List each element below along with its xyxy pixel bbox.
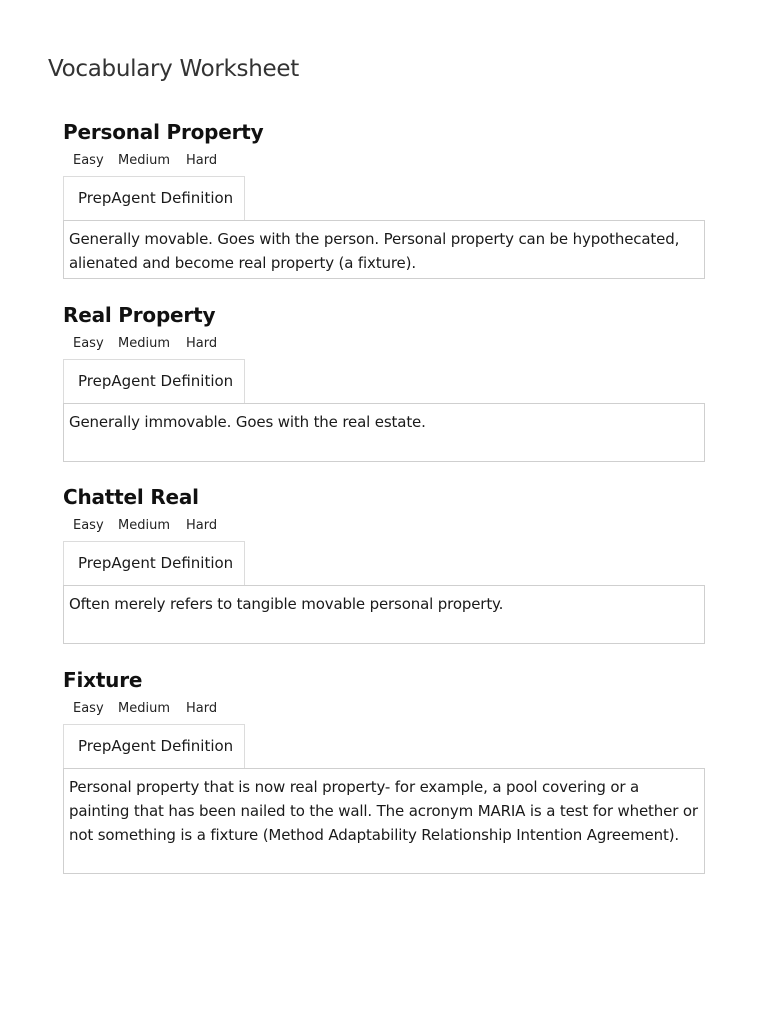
definition-text: Personal property that is now real property- for example, a pool covering or a painting that has been nailed to the wall. The acronym MARIA is a test for whether or not something is a fixture (Method Adaptability Relationship Intention Agreement). <box>63 768 705 874</box>
difficulty-easy[interactable]: Easy <box>73 701 104 716</box>
difficulty-medium[interactable]: Medium <box>118 336 170 351</box>
term-title: Personal Property <box>63 120 264 144</box>
difficulty-medium[interactable]: Medium <box>118 518 170 533</box>
term-title: Real Property <box>63 303 216 327</box>
tab-prepagent-definition[interactable]: PrepAgent Definition <box>63 359 245 403</box>
definition-text: Often merely refers to tangible movable personal property. <box>63 585 705 644</box>
tab-prepagent-definition[interactable]: PrepAgent Definition <box>63 541 245 585</box>
difficulty-easy[interactable]: Easy <box>73 336 104 351</box>
definition-text: Generally immovable. Goes with the real estate. <box>63 403 705 462</box>
difficulty-medium[interactable]: Medium <box>118 153 170 168</box>
tab-prepagent-definition[interactable]: PrepAgent Definition <box>63 724 245 768</box>
term-title: Fixture <box>63 668 143 692</box>
difficulty-easy[interactable]: Easy <box>73 518 104 533</box>
difficulty-hard[interactable]: Hard <box>186 518 218 533</box>
difficulty-hard[interactable]: Hard <box>186 336 218 351</box>
page-title: Vocabulary Worksheet <box>48 56 299 82</box>
difficulty-medium[interactable]: Medium <box>118 701 170 716</box>
definition-text: Generally movable. Goes with the person. Personal property can be hypothecated, alienated and become real property (a fixture). <box>63 220 705 279</box>
difficulty-hard[interactable]: Hard <box>186 153 218 168</box>
tab-prepagent-definition[interactable]: PrepAgent Definition <box>63 176 245 220</box>
term-title: Chattel Real <box>63 485 199 509</box>
difficulty-hard[interactable]: Hard <box>186 701 218 716</box>
difficulty-easy[interactable]: Easy <box>73 153 104 168</box>
